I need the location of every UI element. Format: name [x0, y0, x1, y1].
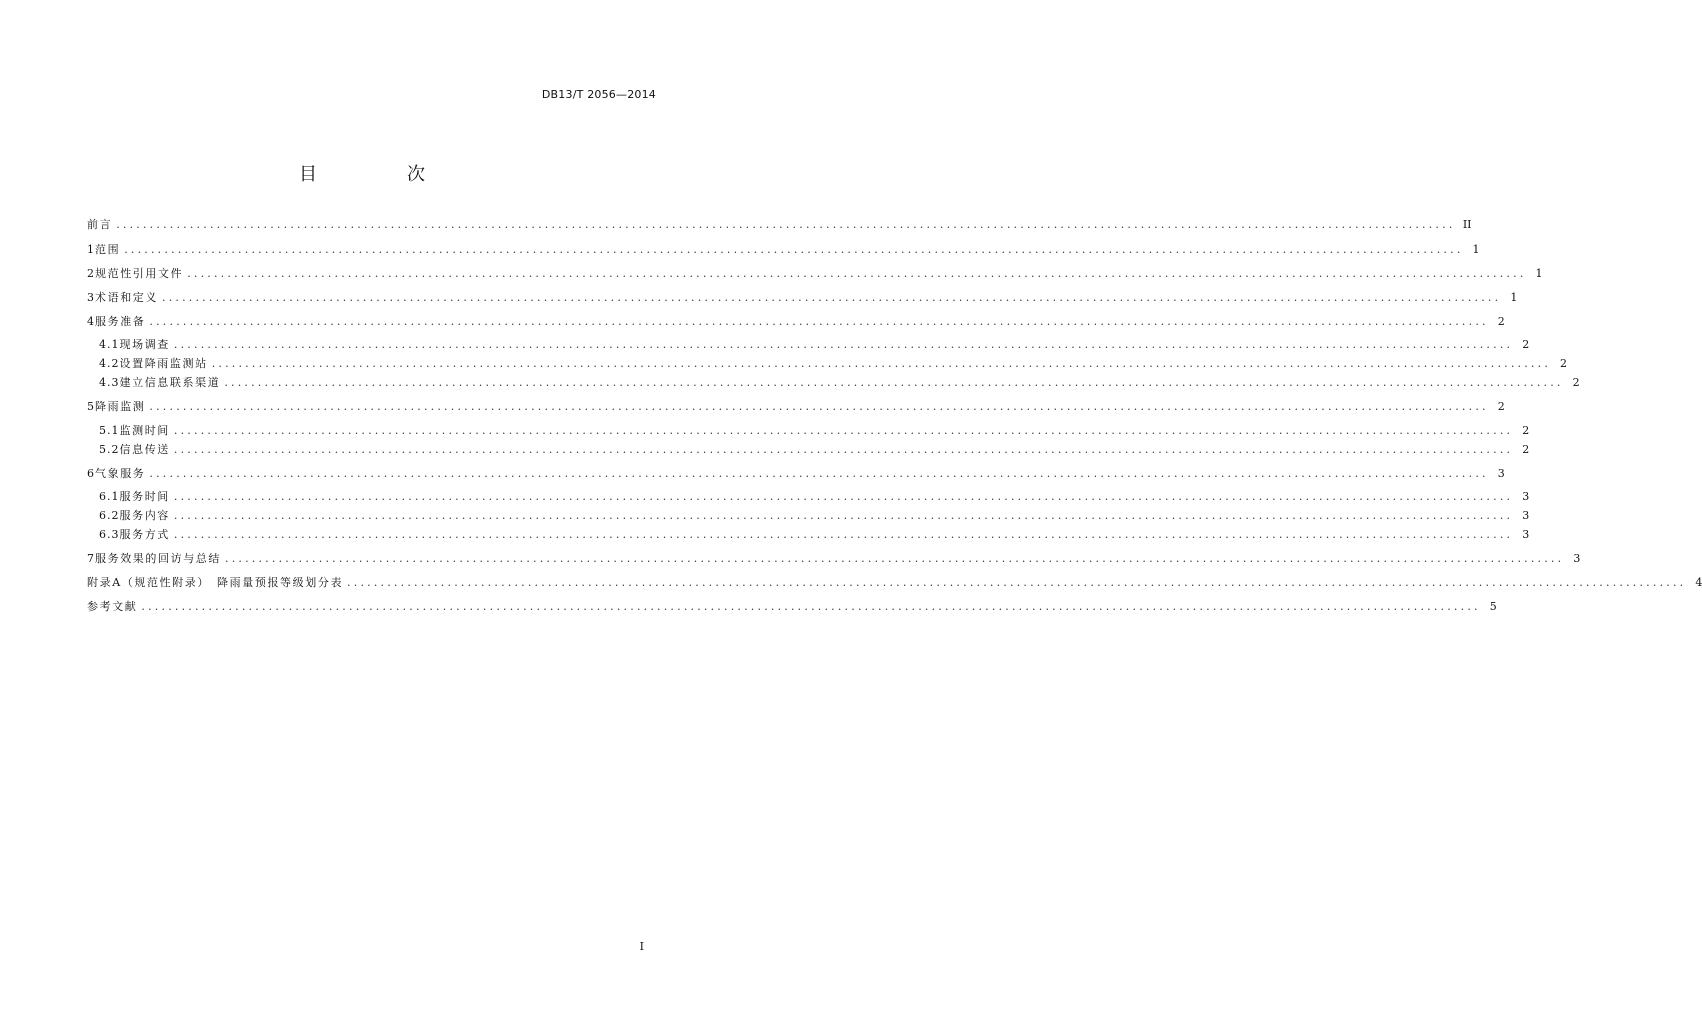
toc-entry-page: 2: [1560, 357, 1568, 370]
toc-entry[interactable]: [87, 509, 1530, 523]
toc-entry-label: 现场调查: [119, 338, 170, 351]
toc-leader-dots: ........................................................................................................................................................................................................: [347, 576, 1687, 589]
toc-leader-dots: ........................................................................................................................................................................................................: [173, 424, 1514, 437]
document-code: DB13/T 2056—2014: [541, 88, 656, 101]
toc-entry-number: 1: [87, 243, 95, 256]
toc-leader-dots: ........................................................................................................................................................................................................: [211, 357, 1552, 370]
toc-entry-label: 设置降雨监测站: [119, 357, 208, 370]
toc-leader-dots: ........................................................................................................................................................................................................: [162, 291, 1502, 304]
toc-entry-page: 1: [1535, 267, 1543, 280]
toc-entry[interactable]: [87, 315, 1505, 329]
toc-entry-number: 5: [87, 400, 95, 413]
toc-entry[interactable]: [87, 600, 1497, 614]
toc-entry-label: 术语和定义: [95, 291, 158, 304]
page-title: 目 次: [299, 164, 461, 185]
toc-entry-page: 2: [1572, 376, 1580, 389]
toc-entry-page: 2: [1497, 315, 1505, 328]
toc-entry-number: 6.2: [99, 509, 120, 522]
toc-entry-page: 2: [1522, 338, 1530, 351]
toc-leader-dots: ........................................................................................................................................................................................................: [116, 218, 1456, 231]
toc-entry-label: 参考文献: [87, 600, 138, 613]
toc-entry-number: 4.1: [99, 338, 120, 351]
toc-leader-dots: ........................................................................................................................................................................................................: [173, 443, 1514, 456]
toc-entry[interactable]: [87, 490, 1530, 504]
toc-entry-page: 1: [1510, 291, 1518, 304]
toc-entry-number: 5.1: [99, 424, 120, 437]
toc-entry-label: 附录A（规范性附录） 降雨量预报等级划分表: [87, 576, 344, 589]
toc-entry[interactable]: [87, 400, 1505, 414]
toc-entry-page: 3: [1522, 528, 1530, 541]
toc-entry-page: 3: [1497, 467, 1505, 480]
toc-entry[interactable]: [87, 243, 1480, 257]
toc-leader-dots: ........................................................................................................................................................................................................: [149, 467, 1489, 480]
toc-entry-label: 规范性引用文件: [95, 267, 184, 280]
toc-entry[interactable]: [87, 291, 1518, 305]
toc-entry-number: 6: [87, 467, 95, 480]
toc-leader-dots: ........................................................................................................................................................................................................: [225, 552, 1565, 565]
toc-leader-dots: ........................................................................................................................................................................................................: [149, 400, 1489, 413]
toc-entry[interactable]: [87, 218, 1472, 232]
toc-entry-label: 服务时间: [119, 490, 170, 503]
toc-leader-dots: ........................................................................................................................................................................................................: [173, 528, 1514, 541]
toc-entry-number: 6.1: [99, 490, 120, 503]
toc-entry-page: 2: [1522, 424, 1530, 437]
toc-entry-number: 5.2: [99, 443, 120, 456]
toc-entry-label: 监测时间: [119, 424, 170, 437]
toc-entry-page: 2: [1522, 443, 1530, 456]
toc-entry-page: 3: [1522, 490, 1530, 503]
toc-entry[interactable]: [87, 338, 1530, 352]
toc-leader-dots: ........................................................................................................................................................................................................: [173, 490, 1514, 503]
toc-entry-label: 前言: [87, 218, 113, 231]
toc-entry-page: 4: [1695, 576, 1702, 589]
toc-entry[interactable]: [87, 267, 1543, 281]
toc-entry-label: 服务准备: [95, 315, 146, 328]
toc-entry-number: 7: [87, 552, 95, 565]
toc-leader-dots: ........................................................................................................................................................................................................: [141, 600, 1481, 613]
toc-entry-label: 建立信息联系渠道: [119, 376, 221, 389]
toc-entry-page: 3: [1573, 552, 1581, 565]
toc-entry-number: 6.3: [99, 528, 120, 541]
toc-leader-dots: ........................................................................................................................................................................................................: [124, 243, 1464, 256]
toc-leader-dots: ........................................................................................................................................................................................................: [224, 376, 1564, 389]
toc-entry-number: 3: [87, 291, 95, 304]
toc-leader-dots: ........................................................................................................................................................................................................: [173, 509, 1514, 522]
toc-entry[interactable]: [87, 424, 1530, 438]
page-number: I: [639, 940, 644, 953]
toc-entry[interactable]: [87, 443, 1530, 457]
toc-entry[interactable]: [87, 357, 1568, 371]
toc-entry-number: 4.2: [99, 357, 120, 370]
toc-leader-dots: ........................................................................................................................................................................................................: [187, 267, 1527, 280]
toc-leader-dots: ........................................................................................................................................................................................................: [149, 315, 1489, 328]
toc-entry[interactable]: [87, 467, 1505, 481]
toc-entry-label: 服务内容: [119, 509, 170, 522]
toc-entry-page: 2: [1497, 400, 1505, 413]
toc-entry[interactable]: [87, 552, 1581, 566]
toc-entry-label: 降雨监测: [95, 400, 146, 413]
toc-entry-number: 4.3: [99, 376, 120, 389]
toc-entry-page: 1: [1472, 243, 1480, 256]
toc-entry-label: 范围: [95, 243, 121, 256]
toc-entry-page: II: [1462, 218, 1472, 231]
toc-entry-label: 信息传送: [119, 443, 170, 456]
toc-entry-label: 服务方式: [119, 528, 170, 541]
toc-entry-label: 气象服务: [95, 467, 146, 480]
toc-leader-dots: ........................................................................................................................................................................................................: [173, 338, 1514, 351]
toc-entry-page: 5: [1489, 600, 1497, 613]
toc-entry-page: 3: [1522, 509, 1530, 522]
toc-entry[interactable]: [87, 376, 1580, 390]
toc-entry-number: 2: [87, 267, 95, 280]
toc-entry[interactable]: [87, 576, 1702, 590]
toc-entry[interactable]: [87, 528, 1530, 542]
toc-entry-label: 服务效果的回访与总结: [95, 552, 221, 565]
toc-entry-number: 4: [87, 315, 95, 328]
